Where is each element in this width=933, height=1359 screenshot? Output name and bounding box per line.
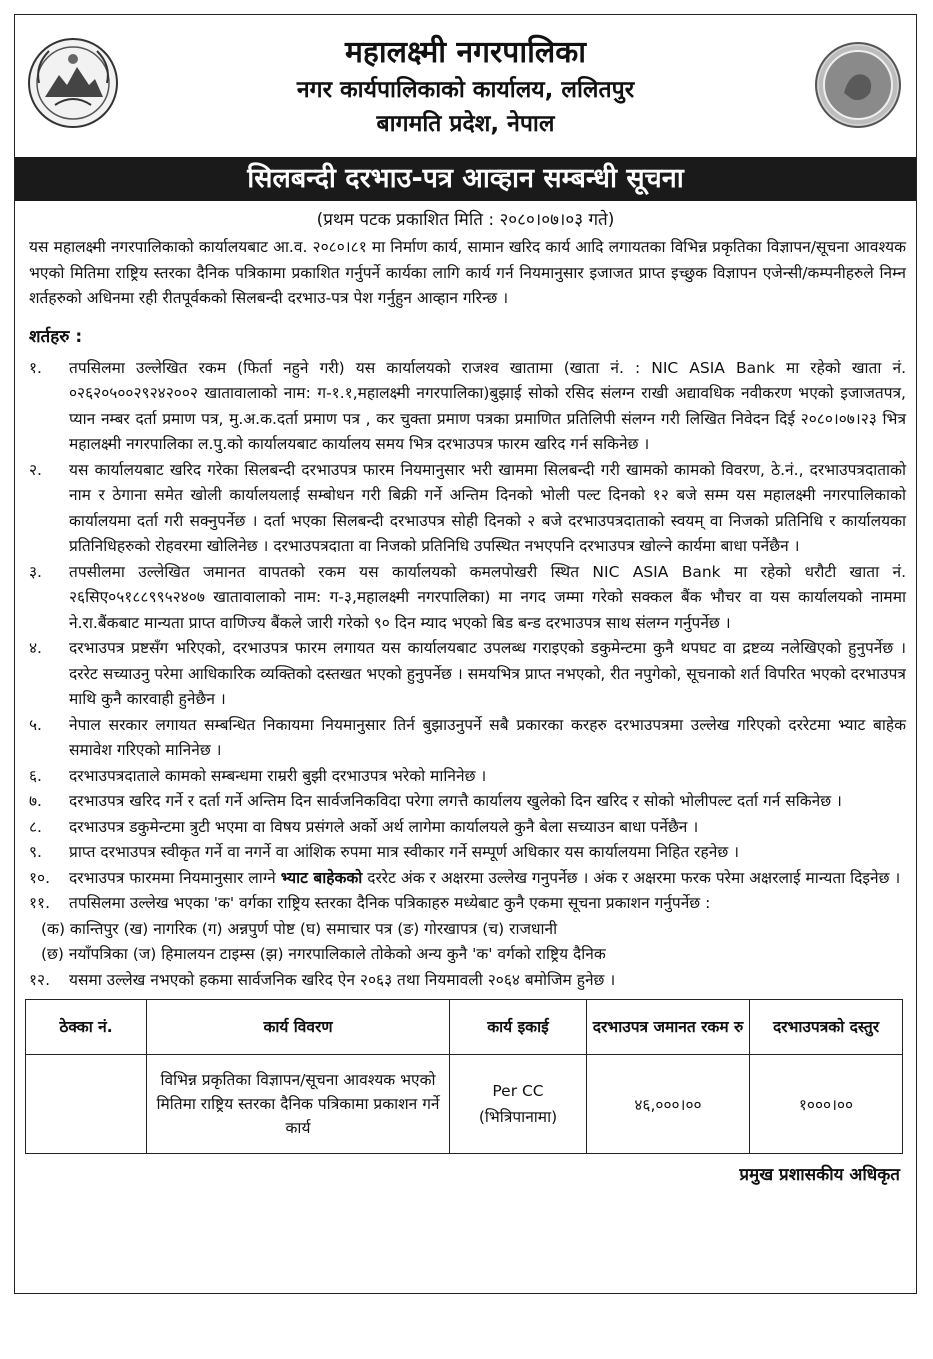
office-name: नगर कार्यपालिकाको कार्यालय, ललितपुर [296, 77, 635, 103]
term-item: १. तपसिलमा उल्लेखित रकम (फिर्ता नहुने गरी) यस कार्यालयको राजश्व खातामा (खाता नं. : NIC ASIA Bank मा रहेको खाता नं. ०२६२०५००२९२४२००२ खातावालाको नाम: ग-१.१,महालक्ष्मी नगरपालिका)बुझाई सोको रसिद संलग्न राखी अद्यावधिक नवीकरण भएको इजाजतपत्र, प्यान नम्बर दर्ता प्रमाण पत्र, मु.अ.क.दर्ता प्रमाण पत्र , कर चुक्ता प्रमाण पत्रका प्रमाणित प्रतिलिपी संलग्न गरी लिखित निवेदन दिई २०८०।०७।२३ भित्र महालक्ष्मी नगरपालिका ल.पु.को कार्यालयबाट कार्यालय समय भित्र दरभाउपत्र फारम खरिद गर्न सकिनेछ । [29, 358, 906, 453]
cell-description: विभिन्न प्रकृतिका विज्ञापन/सूचना आवश्यक भएको मितिमा राष्ट्रिय स्तरका दैनिक पत्रिकामा प्रकाशन गर्ने कार्य [147, 1055, 450, 1154]
term-item: ५. नेपाल सरकार लगायत सम्बन्धित निकायमा नियमानुसार तिर्न बुझाउनुपर्ने सबै प्रकारका करहरु दरभाउपत्रमा उल्लेख गरिएको दररेटमा भ्याट बाहेक समावेश गरिएको मानिनेछ । [29, 715, 906, 759]
cell-deposit: ४६,०००।०० [587, 1055, 750, 1154]
province-name: बागमति प्रदेश, नेपाल [376, 111, 555, 137]
term-item: २. यस कार्यालयबाट खरिद गरेका सिलबन्दी दरभाउपत्र फारम नियमानुसार भरी खाममा सिलबन्दी गरी खामको कामको विवरण, ठे.नं., दरभाउपत्रदाताको नाम र ठेगाना समेत खोली कार्यालयलाई सम्बोधन गरी बिक्री गर्ने अन्तिम दिनको भोली पल्ट दिनको १२ बजे सम्म यस महालक्ष्मी नगरपालिकाको कार्यालयमा दर्ता गरी सक्नुपर्नेछ । दर्ता भएका सिलबन्दी दरभाउपत्र सोही दिनको २ बजे दरभाउपत्रदाताको स्वयम् वा निजको प्रतिनिधि र कार्यालयका प्रतिनिधिहरुको रोहवरमा खोलिनेछ । दरभाउपत्रदाता वा निजको प्रतिनिधि उपस्थित नभएपनि दरभाउपत्र खोल्ने कार्यमा बाधा पर्नेछैन । [29, 460, 906, 555]
term-item: ७. दरभाउपत्र खरिद गर्ने र दर्ता गर्ने अन्तिम दिन सार्वजनिकविदा परेगा लगत्तै कार्यालय खुलेको दिन खरिद र सोको भोलीपल्ट दर्ता गर्न सकिनेछ । [29, 792, 842, 810]
term-item: ३. तपसीलमा उल्लेखित जमानत वापतको रकम यस कार्यालयको कमलपोखरी स्थित NIC ASIA Bank मा रहेको धरौटी खाता नं. २६सिए०५१८८९९५२४०७ खातावालाको नाम: ग-३,महालक्ष्मी नगरपालिका) मा नगद जम्मा गरेको सक्कल बैंक भौचर वा यस कार्यालयको नाममा ने.रा.बैंकबाट मान्यता प्राप्त वाणिज्य बैंकले जारी गरेको ९० दिन म्याद भएको बिड बन्ड दरभाउपत्र साथ संलग्न गर्नुपर्नेछ । [29, 562, 906, 632]
signature-title: प्रमुख प्रशासकीय अधिकृत [739, 1165, 900, 1185]
terms-title: शर्तहरु : [29, 326, 83, 347]
table-header-row [26, 1000, 903, 1055]
cell-fee: १०००।०० [750, 1055, 903, 1154]
notice-page [14, 14, 917, 1294]
tender-table [25, 999, 903, 1154]
term-item: ९. प्राप्त दरभाउपत्र स्वीकृत गर्ने वा नगर्ने वा आंशिक रुपमा मात्र स्वीकार गर्ने सम्पूर्ण अधिकार यस कार्यालयमा निहित रहनेछ । [29, 843, 740, 861]
nepal-emblem-icon [25, 35, 121, 131]
term-item: ४. दरभाउपत्र प्रष्टसँग भरिएको, दरभाउपत्र फारम लगायत यस कार्यालयबाट उपलब्ध गराइएको डकुमेन्टमा कुनै थपघट वा द्रष्टव्य नलेखिएको हुनुपर्नेछ । दररेट सच्याउनु परेमा आधिकारिक व्यक्तिको दस्तखत भएको हुनुपर्नेछ । समयभित्र प्राप्त नभएको, रीत नपुगेको, सूचनाको शर्त विपरित भएको दरभाउपत्र माथि कुनै कारवाही हुनेछैन । [29, 639, 906, 708]
col-contract-no: ठेक्का नं. [26, 1000, 147, 1055]
col-fee: दरभाउपत्रको दस्तुर [750, 1000, 903, 1055]
org-name: महालक्ष्मी नगरपालिका [344, 35, 587, 70]
table-row [26, 1055, 903, 1154]
newspaper-list-line: (क) कान्तिपुर (ख) नागरिक (ग) अन्नपुर्ण पोष्ट (घ) समाचार पत्र (ङ) गोरखापत्र (च) राजधानी [41, 919, 558, 938]
header [15, 15, 916, 157]
term-item-10: १०. दरभाउपत्र फारममा नियमानुसार लाग्ने भ्याट बाहेकको दररेट अंक र अक्षरमा उल्लेख गनुपर्नेछ । अंक र अक्षरमा फरक परेमा अक्षरलाई मान्यता दिइनेछ । [29, 868, 901, 887]
notice-title: सिलबन्दी दरभाउ-पत्र आव्हान सम्बन्धी सूचना [15, 157, 916, 201]
notice-body [15, 235, 916, 993]
newspaper-list-line: (छ) नयाँपत्रिका (ज) हिमालयन टाइम्स (झ) नगरपालिकाले तोकेको अन्य कुनै 'क' वर्गको राष्ट्रिय दैनिक [41, 945, 606, 963]
intro-paragraph: यस महालक्ष्मी नगरपालिकाको कार्यालयबाट आ.व. २०८०।८१ मा निर्माण कार्य, सामान खरिद कार्य आदि लगायतका विभिन्न प्रकृतिका विज्ञापन/सूचना आवश्यक भएको मितिमा राष्ट्रिय स्तरका दैनिक पत्रिकामा प्रकाशित गर्नुपर्ने कार्यका लागि कार्य गर्न नियमानुसार इजाजत प्राप्त इच्छुक विज्ञापन एजेन्सी/कम्पनीहरुले निम्न शर्तहरुको अधिनमा रही रीतपूर्वकको सिलबन्दी दरभाउ-पत्र पेश गर्नुहुन आव्हान गरिन्छ । [29, 238, 906, 307]
publish-date: (प्रथम पटक प्रकाशित मिति : २०८०।०७।०३ गते) [316, 210, 615, 230]
term-item: ८. दरभाउपत्र डकुमेन्टमा त्रुटी भएमा वा विषय प्रसंगले अर्को अर्थ लागेमा कार्यालयले कुनै बेला सच्याउन बाधा पर्नेछैन । [29, 817, 699, 836]
col-deposit: दरभाउपत्र जमानत रकम रु [587, 1000, 750, 1055]
municipality-logo-icon [814, 41, 902, 129]
terms-list [29, 356, 906, 994]
term-item: ६. दरभाउपत्रदाताले कामको सम्बन्धमा राम्ररी बुझी दरभाउपत्र भरेको मानिनेछ । [29, 766, 487, 785]
term-item-11: ११. तपसिलमा उल्लेख भएका 'क' वर्गका राष्ट्रिय स्तरका दैनिक पत्रिकाहरु मध्येबाट कुनै एकमा सूचना प्रकाशन गर्नुपर्नेछ : [29, 894, 711, 912]
col-unit: कार्य इकाई [450, 1000, 587, 1055]
cell-unit: Per CC (भित्रिपानामा) [450, 1055, 587, 1154]
col-description: कार्य विवरण [147, 1000, 450, 1055]
term-item-12: १२. यसमा उल्लेख नभएको हकमा सार्वजनिक खरिद ऐन २०६३ तथा नियमावली २०६४ बमोजिम हुनेछ । [29, 970, 616, 989]
vat-exclusive-label: भ्याट बाहेकको [280, 868, 363, 887]
cell-contract-no [26, 1055, 147, 1154]
